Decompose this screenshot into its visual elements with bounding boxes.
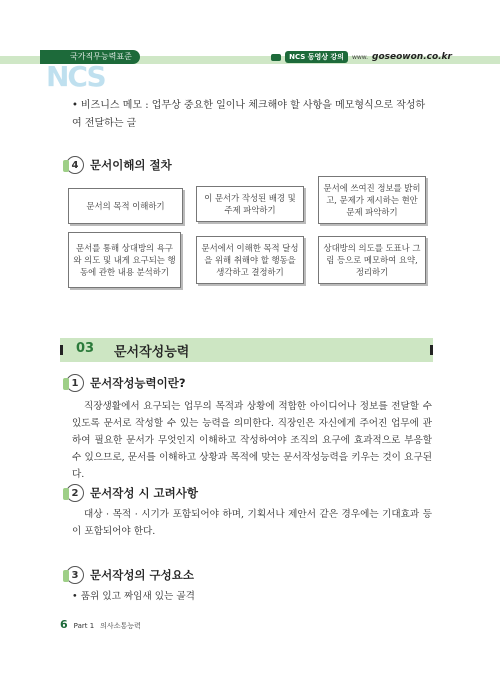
section-3-bullet	[72, 588, 432, 605]
section-1-paragraph: 직장생활에서 요구되는 업무의 목적과 상황에 적합한 아이디어나 정보를 전달할 수 있도록 문서로 작성할 수 있는 능력을 의미한다. 직장인은 자신에게 주어진 업무에 관하여 필요한 문서가 무엇인지 이해하고 작성하여야 조직의 요구에 효과적으로 부응할 수 있으므로, 문서를 이해하고 상황과 목적에 맞는 문서작성능력을 키우는 것이 요구된다.	[72, 401, 432, 480]
banner-marker	[430, 345, 433, 355]
page-footer	[60, 618, 141, 631]
section-number: 3	[66, 566, 84, 584]
step-box: 문서에 쓰여진 정보를 밝히고, 문제가 제시하는 현안문제 파악하기	[318, 176, 426, 224]
section-title: 문서작성 시 고려사항	[90, 486, 198, 500]
brand-chip: NCS 동영상 강의	[285, 51, 348, 63]
step-box: 문서를 통해 상대방의 욕구와 의도 및 내게 요구되는 행동에 관한 내용 분석하기	[68, 232, 181, 288]
bullet-dot: •	[72, 100, 78, 111]
section-3-heading	[66, 566, 194, 584]
step-box: 문서에서 이해한 목적 달성을 위해 취해야 할 행동을 생각하고 결정하기	[196, 236, 304, 284]
part-label: Part 1	[73, 622, 95, 630]
video-camera-icon	[271, 54, 281, 61]
intro-bullet	[72, 97, 432, 133]
section-1-heading	[66, 374, 186, 392]
brand-logo: goseowon.co.kr	[372, 52, 452, 62]
section-title: 문서이해의 절차	[90, 158, 172, 172]
page-number: 6	[60, 618, 68, 631]
series-label: 국가직무능력표준	[40, 50, 140, 64]
section-title: 문서작성능력이란?	[90, 376, 186, 390]
section-2-paragraph: 대상 · 목적 · 시기가 포함되어야 하며, 기획서나 제안서 같은 경우에는 기대효과 등이 포함되어야 한다.	[72, 509, 432, 537]
section-2-heading	[66, 484, 198, 502]
chapter-number: 03	[76, 341, 95, 356]
ncs-logo-text: NCS	[46, 60, 105, 93]
step-box: 문서의 목적 이해하기	[68, 188, 183, 224]
step-box: 상대방의 의도를 도표나 그림 등으로 메모하여 요약, 정리하기	[318, 236, 426, 284]
chapter-banner	[60, 338, 433, 362]
ncs-logo	[46, 60, 105, 93]
intro-bullet-text: 비즈니스 메모 : 업무상 중요한 일이나 체크해야 할 사항을 메모형식으로 작성하여 전달하는 글	[72, 100, 426, 129]
section-3-bullet-text: 품위 있고 짜임새 있는 골격	[80, 591, 195, 602]
section-title: 문서작성의 구성요소	[90, 568, 194, 582]
brand-www: www.	[351, 53, 369, 61]
section-number: 4	[66, 156, 84, 174]
banner-marker	[60, 345, 63, 355]
section-number: 2	[66, 484, 84, 502]
chapter-title: 문서작성능력	[114, 345, 190, 360]
part-title: 의사소통능력	[100, 622, 141, 630]
brand-area	[271, 51, 452, 63]
bullet-dot: •	[72, 591, 78, 602]
section-4-heading	[66, 156, 172, 174]
section-number: 1	[66, 374, 84, 392]
step-box: 이 문서가 작성된 배경 및 주제 파악하기	[196, 186, 304, 222]
